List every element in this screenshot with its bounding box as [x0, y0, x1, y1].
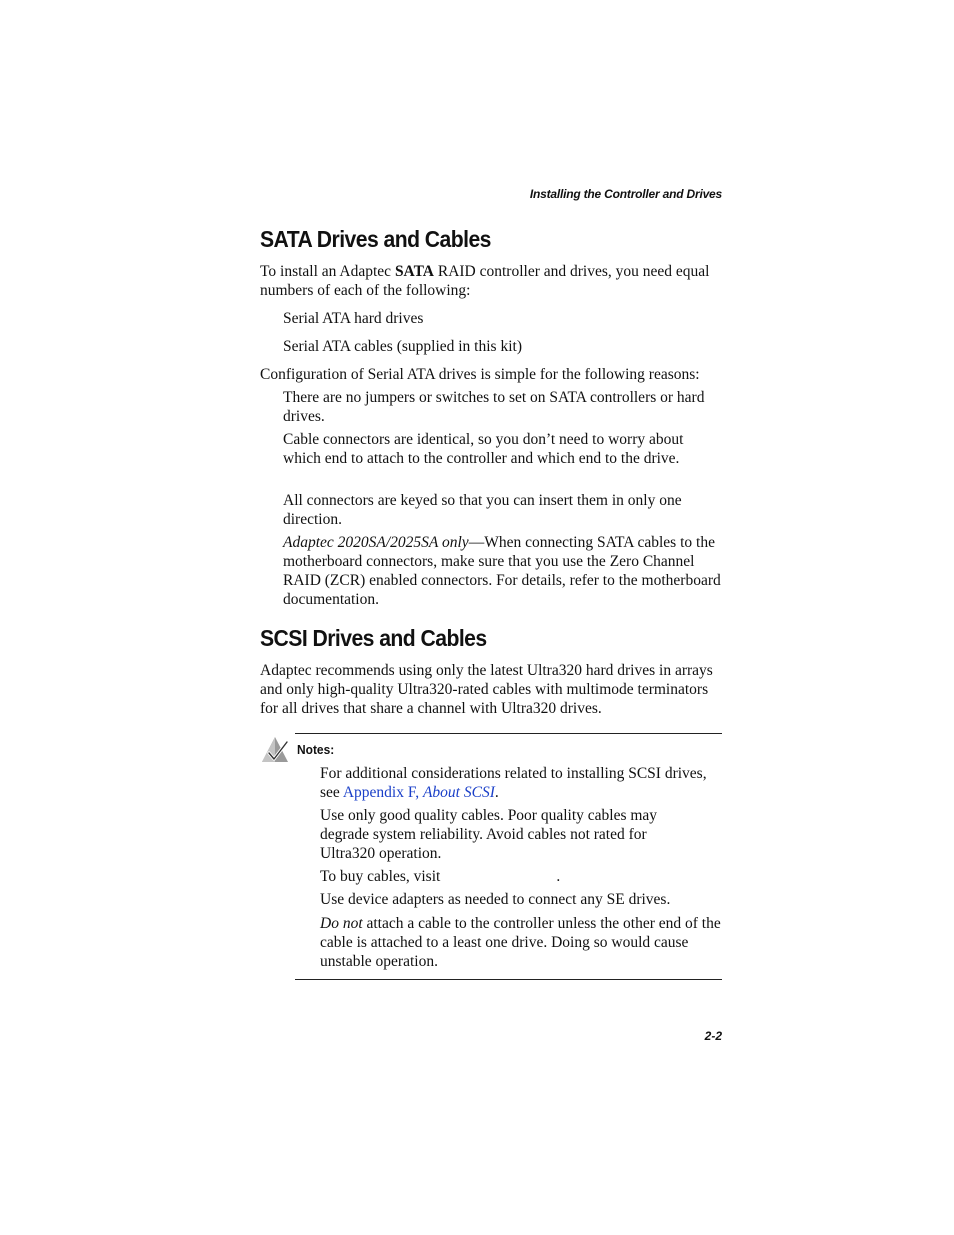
sata-bold: SATA [394, 263, 434, 280]
list-item: Serial ATA hard drives [283, 310, 424, 327]
scsi-heading: SCSI Drives and Cables [260, 625, 487, 651]
note-icon [260, 734, 290, 764]
notes-label: Notes: [297, 742, 335, 757]
list-item: All connectors are keyed so that you can insert them in only one direction. [283, 492, 682, 528]
reasons-intro: Configuration of Serial ATA drives is simple for the following reasons: [260, 366, 700, 383]
notes-top-rule [295, 733, 722, 734]
zcr-note: Adaptec 2020SA/2025SA only—When connecting SATA cables to the motherboard connectors, make sure that you use the Zero Channel RAID (ZCR) enabled connectors. For details, refer to the motherboard documentation. [283, 534, 721, 608]
notes-bottom-rule [295, 979, 722, 980]
sata-intro: To install an Adaptec SATA RAID controller and drives, you need equal numbers of each of the following: [260, 263, 710, 299]
note-item: For additional considerations related to installing SCSI drives, see Appendix F, About SCSI. [320, 765, 707, 801]
note-item: Do not attach a cable to the controller unless the other end of the cable is attached to a least one drive. Doing so would cause unstable operation. [320, 915, 721, 970]
note-item: Use device adapters as needed to connect any SE drives. [320, 891, 671, 908]
note-item: To buy cables, visit . [320, 868, 561, 885]
list-item: Serial ATA cables (supplied in this kit) [283, 338, 522, 355]
appendix-link[interactable]: Appendix F, About SCSI [342, 784, 495, 801]
scsi-intro: Adaptec recommends using only the latest Ultra320 hard drives in arrays and only high-quality Ultra320-rated cables with multimode terminators for all drives that share a channel with Ultra320 drives. [260, 662, 713, 717]
page-number: 2-2 [704, 1029, 722, 1043]
list-item: Cable connectors are identical, so you don’t need to worry about which end to attach to the controller and which end to the drive. [283, 431, 684, 467]
note-item: Use only good quality cables. Poor quality cables may degrade system reliability. Avoid cables not rated for Ultra320 operation. [320, 807, 658, 862]
running-header: Installing the Controller and Drives [529, 187, 722, 201]
list-item: There are no jumpers or switches to set on SATA controllers or hard drives. [283, 389, 705, 425]
sata-heading: SATA Drives and Cables [260, 226, 491, 252]
